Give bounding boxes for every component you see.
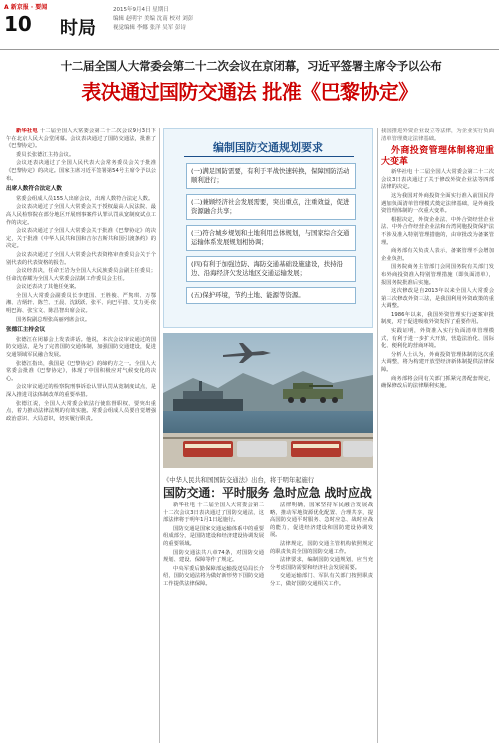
article-paragraph: 实践证明，外资准入实行负面清单管理模式，有利于进一步扩大开放，营造法治化、国际化、便利化的营商环境。 [381,328,494,350]
headline-kicker: 十二届全国人大常委会第二十二次会议在京闭幕，习近平签署主席令予以公布 [60,59,442,73]
brand-logo: A 新京报 · 要闻 [4,4,48,11]
article-paragraph: 法律规定，国防交通主管机构依照规定的职责负责全国的国防交通工作。 [270,540,373,555]
transport-photo-collage [163,333,373,468]
article-paragraph: 十二届全国人大常委会第二十二次会议9月3日下午在北京人民大会堂闭幕。会议表决通过了国防交通法，批准了《巴黎协定》。 [6,128,156,150]
article-paragraph: 会议还表决了其他任免案。 [16,284,80,291]
article-paragraph: 法律明确，国家坚持军民融合发展战略，推动军地资源优化配置、合理共享，提高国防交通平时服务、急时应急、战时应战的能力，促进经济建设和国防建设协调发展。 [270,502,373,539]
page-number: 10 [4,12,32,36]
article-paragraph: 商务部有关负责人表示，备案管理不会增加企业负担。 [381,248,494,262]
article-subhead: 出席人数符合法定人数 [6,186,62,193]
story2-column-b [270,502,373,743]
column-divider [159,128,160,743]
article-paragraph: 张德江说，全国人大常委会依法行使监督职权，要突出重点，着力推动法律法规的有效实施。常委会组成人员要自觉增强政治意识、大局意识，切实履行职责。 [6,400,156,422]
article-paragraph: 全国人大常委会副委员长李建国、王胜俊、严隽琪、万鄂湘、吉炳轩、陈竺、王晨、沈跃跃、张平、向巴平措、艾力更·依明巴海、张宝文、陈昌智出席会议。 [6,292,156,315]
page-category: 时局 [60,18,96,39]
article-subhead: 张德江主持会议 [6,327,46,334]
plan-item: (四)有利于加强边防、海防交通基础设施建设，扶持沿边、沿海经济欠发达地区交通运输发展； [186,256,356,282]
byline: 新华社电 [16,128,38,134]
right-lead: 我国推进外资企业设立等法律，为企业实行负面清单管理奠定法律基础。 [381,128,494,142]
article-paragraph: 中央军委后勤保障部运输投送局局长介绍，国防交通法将为做好新形势下国防交通工作提供法律保障。 [163,565,264,587]
article-paragraph: 会议表决通过了全国人大常委会关于批准《巴黎协定》的决定，关于批准《中华人民共和国和吉尔吉斯共和国引渡条约》的决定。 [6,228,156,250]
article-paragraph: 会议表决通过了全国人大常委会关于授权最高人民法院、最高人民检察院在部分地区开展刑事案件认罪认罚从宽制度试点工作的决定。 [6,204,156,226]
right-article-column [381,128,494,743]
left-article-column [6,128,156,743]
article-paragraph: 新华社电 十二届全国人大常委会第二十二次会议3日表决通过了国防交通法，这部法律将于明年1月1日起施行。 [163,502,264,524]
masthead [0,0,499,50]
article-paragraph: 国务院副总理张高丽列席会议。 [16,316,91,323]
article-paragraph: 常委会组成人员155人出席会议，出席人数符合法定人数。 [16,195,154,202]
article-paragraph: 会议还表决通过了全国人民代表大会常务委员会关于批准《巴黎协定》的决定。国家主席习近平签署第54号主席令予以公布。 [6,160,156,182]
plan-item: (二)兼顾经济社会发展需要，突出重点，注重效益，促进资源融合共享； [186,194,356,220]
article-paragraph: 国防交通是国家交通运输体系中的重要组成部分，是国防建设和经济建设协调发展的重要领域。 [163,525,264,547]
article-paragraph: 商务部将会同有关部门抓紧完善配套规定，确保修改后的法律顺利实施。 [381,375,494,390]
article-paragraph: 分析人士认为，外商投资管理体制的这次重大调整，将为构建开放型经济新体制提供法律保障。 [381,351,494,374]
main-headline: 表决通过国防交通法 批准《巴黎协定》 [81,80,418,104]
article-paragraph: 新华社电 十二届全国人大常委会第二十二次会议3日表决通过了关于修改外资企业法等四部法律的决定。 [381,169,494,191]
article-paragraph: 交通运输部门、军队有关部门按照职责分工，做好国防交通相关工作。 [270,573,373,587]
article-paragraph: 会议审议通过的检察院刑事诉讼认罪认罚从宽制度试点，是深入推进司法体制改革的重要举措。 [6,384,156,398]
plan-item: (一)满足国防需要，有利于平战快速转换，保障国防活动顺利进行； [186,163,356,189]
plan-requirements-box [163,128,373,328]
article-paragraph: 张德江指出，我国是《巴黎协定》的缔约方之一。全国人大常委会批准《巴黎协定》，体现了中国积极应对气候变化的决心。 [6,360,156,382]
article-paragraph: 法律要求，编制国防交通规划，应当充分考虑国防需要和经济社会发展需要。 [270,557,373,571]
article-paragraph: 这次修改是自2013年以来全国人大常委会第三次修改外资三法，是我国利用外资政策的重大调整。 [381,288,494,310]
meta-visual: 视觉编辑 李娜 张洋 吴军 彭诗 [113,25,186,31]
article-paragraph: 委员长张德江主持会议。 [16,151,75,158]
photo-illustration [163,333,373,468]
story2-title: 国防交通：平时服务 急时应急 战时应战 [163,486,372,500]
article-paragraph: 国务院商务主管部门会同国务院有关部门发布外商投资准入特别管理措施（即负面清单），报国务院批准后实施。 [381,264,494,286]
article-paragraph: 这为我国对外商投资全面实行准入前国民待遇加负面清单管理模式奠定法律基础，是外商投资管理体制的一次重大变革。 [381,192,494,215]
article-paragraph: 根据决定，外资企业法、中外合资经营企业法、中外合作经营企业法和台湾同胞投资保护法不涉及准入特别管理措施的，由审批改为备案管理。 [381,216,494,246]
article-paragraph: 张德江在闭幕会上发表讲话。他说，本次会议审议通过的国防交通法，是为了完善国防交通体制，加强国防交通建设，促进交通领域军民融合发展。 [6,336,156,359]
article-paragraph: 会议表决通过了全国人大常委会代表资格审查委员会关于个别代表的代表资格的报告。 [6,251,156,266]
article-paragraph: 1986年以来，我国外资管理实行逐案审批制度，对于促进吸收外资发挥了重要作用。 [381,311,494,326]
right-headline: 外商投资管理体制将迎重大变革 [381,146,494,168]
story2-kicker: 《中华人民共和国国防交通法》出台，将于明年起施行 [163,477,315,484]
meta-date: 2015年9月4日 星期日 [113,7,169,13]
plan-items-list [186,163,356,309]
article-paragraph: 国防交通法共八章74条，对国防交通规划、建设、保障等作了规定。 [163,549,264,564]
meta-editors: 编辑 赵明宇 美编 沈南 校对 刘彭 [113,16,194,22]
plan-item: (五)保护环境，节约土地、能源等资源。 [186,287,356,304]
page-meta [113,6,193,33]
story2-column-a [163,502,264,743]
column-divider [377,128,378,743]
plan-box-title: 编制国防交通规划要求 [213,141,323,154]
plan-item: (三)符合城乡规划和土地利用总体规划，与国家综合交通运输体系发展规划相协调； [186,225,356,251]
article-paragraph: 会议经表决，任命王岩为全国人大民族委员会副主任委员；任命沈春耀为全国人大常委会法制工作委员会主任。 [6,268,156,282]
plan-title-underline [184,156,354,157]
